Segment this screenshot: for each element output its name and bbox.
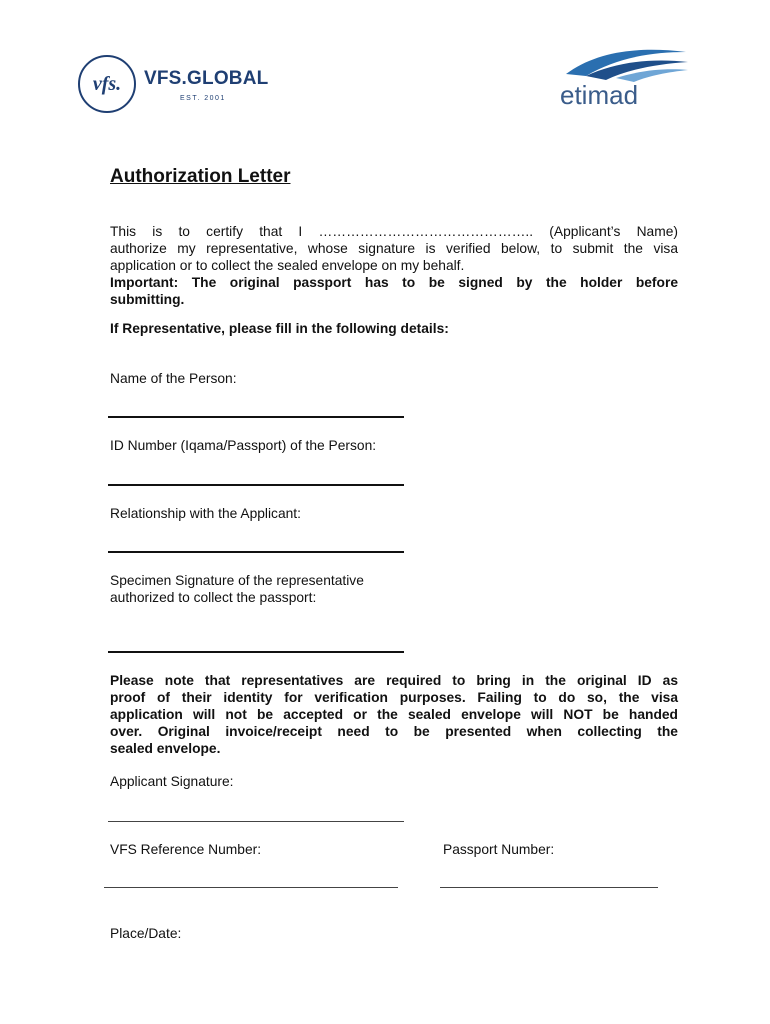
field-label-relationship: Relationship with the Applicant: <box>110 506 301 521</box>
note-line-1: Please note that representatives are required to bring in the original ID as <box>110 673 678 688</box>
field-label-id: ID Number (Iqama/Passport) of the Person: <box>110 438 377 453</box>
applicant-signature-label: Applicant Signature: <box>110 774 234 789</box>
certify-paragraph <box>110 223 678 308</box>
vfs-reference-label: VFS Reference Number: <box>110 842 262 857</box>
place-date-label: Place/Date: <box>110 926 182 941</box>
page-title: Authorization Letter <box>110 166 291 187</box>
etimad-swoosh-icon <box>556 44 690 84</box>
passport-number-line[interactable] <box>440 887 658 888</box>
note-line-2: proof of their identity for verification purposes. Failing to do so, the visa <box>110 690 678 705</box>
note-paragraph <box>110 672 678 757</box>
field-label-signature-1: Specimen Signature of the representative <box>110 573 364 588</box>
etimad-logo <box>556 44 690 110</box>
name-input-line[interactable] <box>108 416 404 418</box>
relationship-input-line[interactable] <box>108 551 404 553</box>
applicant-signature-line[interactable] <box>108 821 404 822</box>
note-line-5: sealed envelope. <box>110 741 221 756</box>
representative-heading: If Representative, please fill in the following details: <box>110 321 449 336</box>
note-line-4: over. Original invoice/receipt need to be presented when collecting the <box>110 724 678 739</box>
id-input-line[interactable] <box>108 484 404 486</box>
etimad-logo-name: etimad <box>560 80 639 110</box>
vfs-reference-line[interactable] <box>104 887 398 888</box>
certify-line-1: This is to certify that I ……………………………………….. (Applicant’s Name) <box>110 224 678 239</box>
vfs-logo-est: EST. 2001 <box>180 95 226 102</box>
note-line-3: application will not be accepted or the sealed envelope will NOT be handed <box>110 707 678 722</box>
certify-line-2: authorize my representative, whose signature is verified below, to submit the visa <box>110 241 678 256</box>
passport-number-label: Passport Number: <box>443 842 555 857</box>
important-line-2: submitting. <box>110 292 185 307</box>
field-label-signature-2: authorized to collect the passport: <box>110 590 317 605</box>
signature-input-line[interactable] <box>108 651 404 653</box>
certify-line-3: application or to collect the sealed envelope on my behalf. <box>110 258 465 273</box>
vfs-logo-name: VFS.GLOBAL <box>144 68 269 89</box>
vfs-logo-mark: vfs. <box>78 55 136 113</box>
field-label-name: Name of the Person: <box>110 371 237 386</box>
vfs-global-logo <box>78 55 268 115</box>
important-line-1: Important: The original passport has to be signed by the holder before <box>110 275 678 290</box>
